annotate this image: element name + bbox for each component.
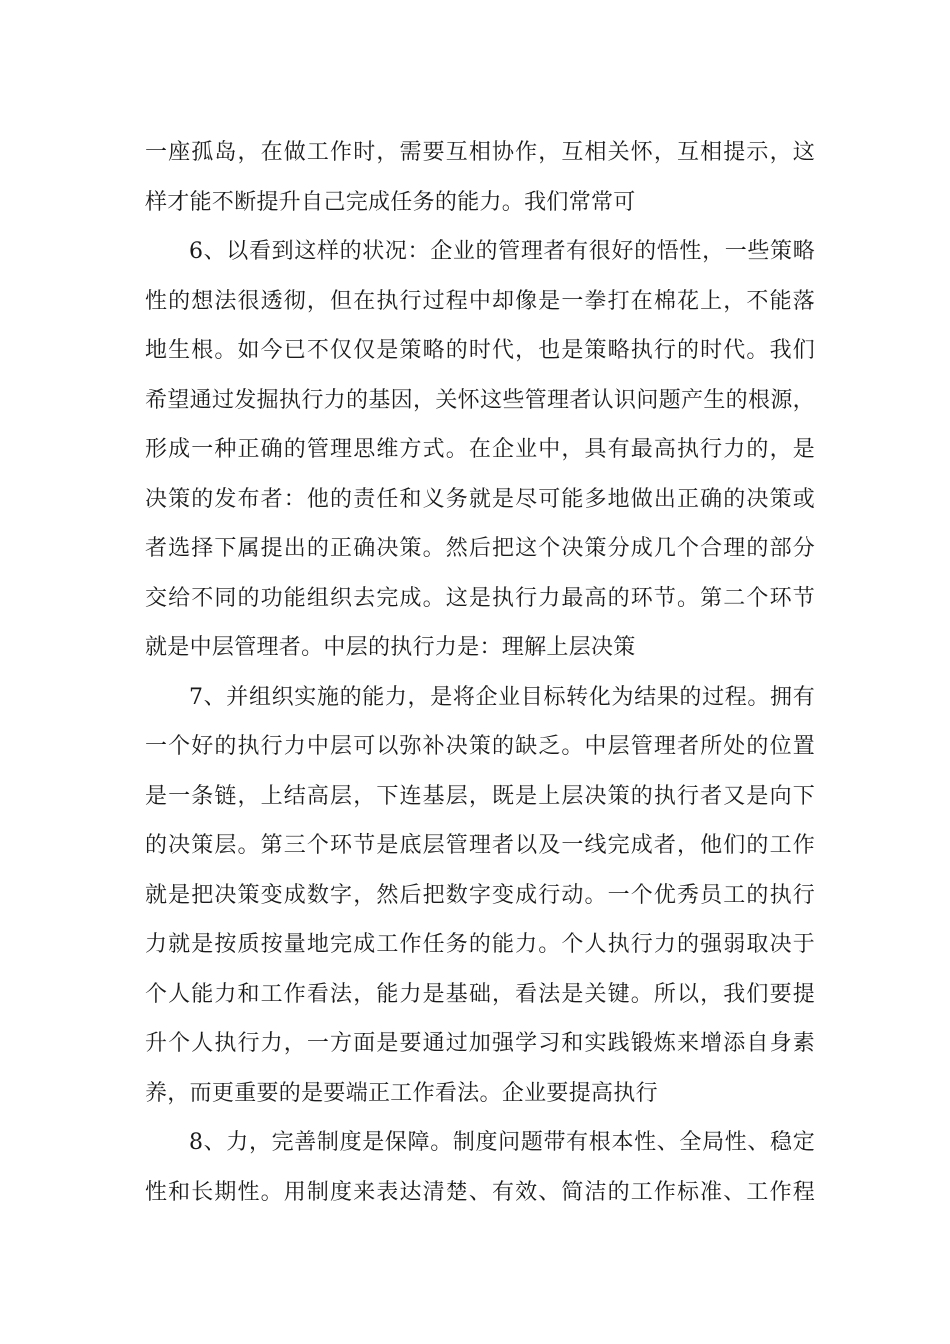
text-line: 是一条链，上结高层，下连基层，既是上层决策的执行者又是向下 — [145, 783, 815, 809]
paragraph-first-line: 7、并组织实施的能力，是将企业目标转化为结果的过程。拥有 — [189, 684, 815, 710]
text-line: 的决策层。第三个环节是底层管理者以及一线完成者，他们的工作 — [145, 833, 815, 858]
text-line: 力就是按质按量地完成工作任务的能力。个人执行力的强弱取决于 — [145, 932, 815, 957]
paragraph-first-line: 6、以看到这样的状况：企业的管理者有很好的悟性，一些策略 — [189, 239, 815, 264]
text-line: 性和长期性。用制度来表达清楚、有效、简洁的工作标准、工作程 — [145, 1179, 815, 1205]
text-line: 性的想法很透彻，但在执行过程中却像是一拳打在棉花上，不能落 — [145, 288, 815, 314]
text-line: 地生根。如今已不仅仅是策略的时代，也是策略执行的时代。我们 — [145, 338, 815, 363]
text-line: 形成一种正确的管理思维方式。在企业中，具有最高执行力的，是 — [145, 437, 815, 462]
body-text — [145, 128, 815, 1217]
text-line: 者选择下属提出的正确决策。然后把这个决策分成几个合理的部分 — [145, 536, 815, 561]
paragraph-first-line: 8、力，完善制度是保障。制度问题带有根本性、全局性、稳定 — [189, 1130, 815, 1155]
text-line: 决策的发布者：他的责任和义务就是尽可能多地做出正确的决策或 — [145, 486, 815, 512]
text-line: 就是把决策变成数字，然后把数字变成行动。一个优秀员工的执行 — [145, 882, 815, 908]
text-line: 个人能力和工作看法，能力是基础，看法是关键。所以，我们要提 — [145, 981, 815, 1007]
text-line: 交给不同的功能组织去完成。这是执行力最高的环节。第二个环节 — [145, 585, 815, 611]
text-line: 希望通过发掘执行力的基因，关怀这些管理者认识问题产生的根源， — [145, 387, 815, 413]
text-line: 就是中层管理者。中层的执行力是：理解上层决策 — [145, 635, 636, 660]
text-line: 一座孤岛，在做工作时，需要互相协作，互相关怀，互相提示，这 — [145, 140, 815, 165]
text-line: 一个好的执行力中层可以弥补决策的缺乏。中层管理者所处的位置 — [145, 734, 815, 759]
text-line: 升个人执行力，一方面是要通过加强学习和实践锻炼来增添自身素 — [145, 1031, 815, 1056]
text-line: 样才能不断提升自己完成任务的能力。我们常常可 — [145, 189, 636, 215]
text-line: 养，而更重要的是要端正工作看法。企业要提高执行 — [145, 1080, 658, 1106]
